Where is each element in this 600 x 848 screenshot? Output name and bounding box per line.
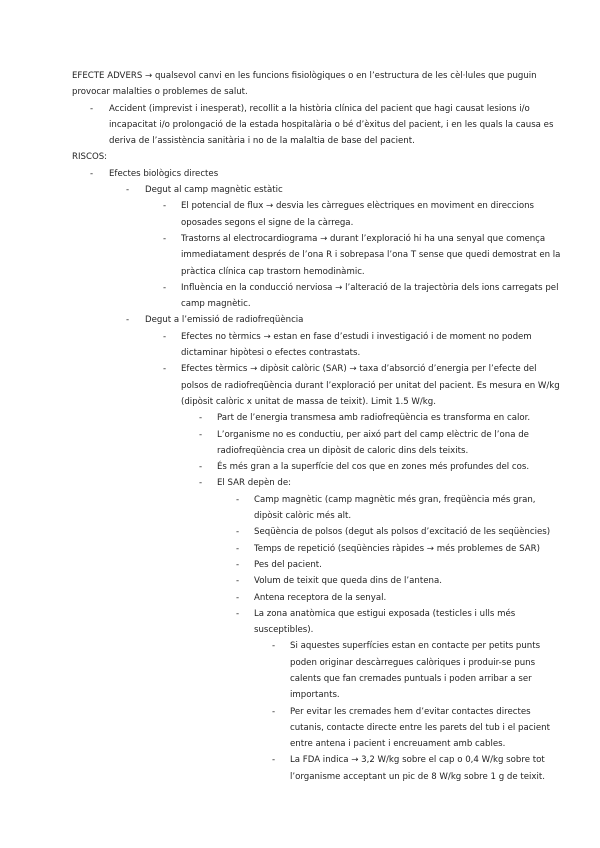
bullet-dash: - — [126, 185, 130, 196]
trastorns-text: Trastorns al electrocardiograma → durant l’exploració hi ha una senyal que comença immediatament després de l’ona R i sobrepasa l’ona T sense que quedi demostrat en la pràctica clínica cap trastorn hemodinàmic. — [181, 233, 561, 277]
bullet-dash: - — [199, 429, 203, 440]
intro-paragraph: EFECTE ADVERS → qualsevol canvi en les funcions fisiològiques o en l’estructura de les cèl·lules que puguin provocar malalties o problemes de salut. — [72, 71, 537, 98]
zona-item — [236, 606, 566, 639]
cremades-item — [272, 704, 566, 753]
no-termics-text: Efectes no tèrmics → estan en fase d’estudi i investigació i de moment no podem dictaminar hipòtesi o efectes contrastats. — [181, 331, 532, 359]
bullet-dash: - — [236, 576, 240, 587]
sequencia-text: Seqüència de polsos (degut als polsos d’excitació de les seqüències) — [254, 527, 551, 538]
bullet-dash: - — [272, 706, 276, 717]
potencial-flux-item — [163, 198, 566, 231]
antena-item — [236, 590, 566, 606]
termics-item — [163, 361, 566, 410]
bullet-dash: - — [272, 755, 276, 766]
accident-text: Accident (imprevist i inesperat), recollit a la història clínica del pacient que hagi causat lesions i/o incapacitat i/o prolongació de la estada hospitalària o bé d’èxitus del pacient, i en les quals la causa es deriva de l’assistència sanitària i no de la malaltia de base del pacient. — [109, 103, 554, 147]
fda-item — [272, 752, 566, 785]
termics-text: Efectes tèrmics → dipòsit calòric (SAR) → taxa d’absorció d’energia per l’efecte del polsos de radiofreqüència durant l’exploració per unitat del pacient. Es mesura en W/kg (dipòsit calòric x unitat de massa de teixit). Limit 1.5 W/kg. — [181, 364, 560, 407]
bullet-dash: - — [199, 462, 203, 473]
fda-text: La FDA indica → 3,2 W/kg sobre el cap o 0,4 W/kg sobre tot l’organisme acceptant un pic de 8 W/kg sobre 1 g de teixit. — [290, 755, 546, 782]
sequencia-item — [236, 524, 566, 540]
bullet-dash: - — [90, 103, 94, 114]
riscos-heading: RISCOS: — [72, 152, 108, 163]
sar-depen-item — [199, 475, 567, 491]
camp-estatic-item — [126, 182, 565, 198]
temps-repeticio-text: Temps de repetició (seqüències ràpides → més problemes de SAR) — [254, 543, 540, 554]
bullet-dash: - — [236, 608, 240, 619]
document-page — [0, 68, 600, 785]
superficies-item — [272, 638, 566, 703]
bullet-dash: - — [236, 494, 240, 505]
trastorns-item — [163, 231, 566, 280]
bullet-dash: - — [236, 592, 240, 603]
organisme-text: L’organisme no es conductiu, per aixó part del camp elèctric de l’ona de radiofreqüència crea un dipòsit de caloric dins dels teixits. — [217, 429, 529, 456]
superficies-text: Si aquestes superfícies estan en contacte per petits punts poden originar descàrregues calòriques i produir-se puns calents que fan cremades puntuals i poden arribar a ser importants. — [290, 641, 541, 701]
bullet-dash: - — [272, 641, 276, 652]
bullet-dash: - — [163, 201, 167, 212]
mes-gran-item — [199, 459, 567, 475]
antena-text: Antena receptora de la senyal. — [254, 592, 387, 603]
camp-magnetic-text: Camp magnètic (camp magnètic més gran, freqüència més gran, dipòsit calòric més alt. — [254, 494, 536, 522]
bullet-dash: - — [236, 543, 240, 554]
bullet-dash: - — [163, 233, 167, 244]
pes-item — [236, 557, 566, 573]
part-energia-text: Part de l’energia transmesa amb radiofreqüència es transforma en calor. — [217, 413, 531, 424]
organisme-item — [199, 427, 567, 460]
temps-repeticio-item — [236, 541, 566, 557]
zona-text: La zona anatòmica que estigui exposada (testicles i ulls més susceptibles). — [254, 608, 516, 636]
bullet-dash: - — [126, 315, 130, 326]
bullet-dash: - — [163, 364, 167, 375]
cremades-text: Per evitar les cremades hem d’evitar contactes directes cutanis, contacte directe entre les parets del tub i el pacient entre antena i pacient i encreuament amb cables. — [290, 706, 550, 750]
part-energia-item — [199, 410, 567, 426]
bullet-dash: - — [236, 559, 240, 570]
sar-depen-text: El SAR depèn de: — [217, 478, 292, 489]
efectes-biologics-item — [90, 166, 564, 182]
volum-item — [236, 573, 566, 589]
camp-magnetic-item — [236, 492, 566, 525]
bullet-dash: - — [199, 413, 203, 424]
potencial-flux-text: El potencial de flux → desvia les càrregues elèctriques en moviment en direccions oposades segons el signe de la càrrega. — [181, 201, 535, 228]
efectes-biologics-text: Efectes biològics directes — [109, 168, 219, 179]
bullet-dash: - — [163, 331, 167, 342]
accident-item — [90, 101, 564, 150]
radiofrequencia-text: Degut a l’emissió de radiofreqüència — [145, 315, 304, 326]
mes-gran-text: És més gran a la superfície del cos que en zones més profundes del cos. — [217, 462, 530, 473]
bullet-dash: - — [163, 282, 167, 293]
bullet-dash: - — [199, 478, 203, 489]
radiofrequencia-item — [126, 312, 565, 328]
bullet-dash: - — [90, 168, 94, 179]
volum-text: Volum de teixit que queda dins de l’antena. — [254, 576, 442, 587]
influencia-item — [163, 280, 566, 313]
no-termics-item — [163, 329, 566, 362]
camp-estatic-text: Degut al camp magnètic estàtic — [145, 185, 283, 196]
pes-text: Pes del pacient. — [254, 559, 322, 570]
bullet-dash: - — [236, 527, 240, 538]
influencia-text: Influència en la conducció nerviosa → l’alteració de la trajectòria dels ions carregats pel camp magnètic. — [181, 282, 559, 310]
